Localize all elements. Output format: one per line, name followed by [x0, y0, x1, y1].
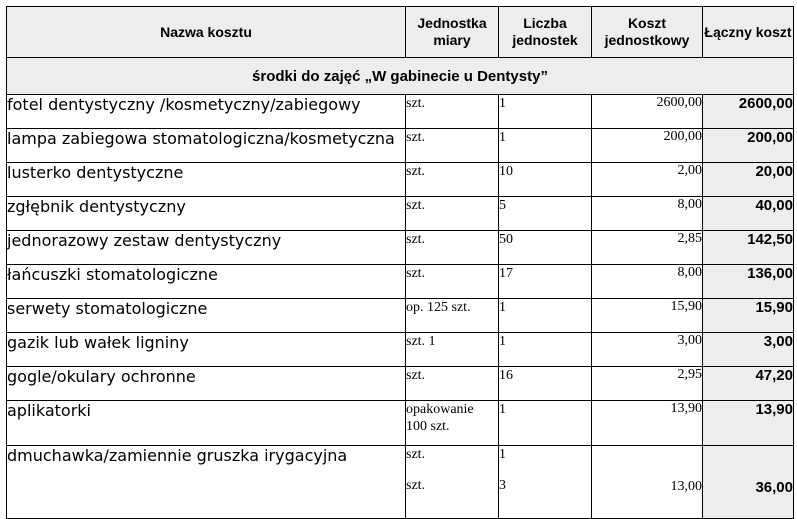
table-row: [7, 231, 794, 265]
unit-price-cell: 2,00: [592, 163, 703, 197]
header-price: Koszt jednostkowy: [592, 7, 703, 58]
cost-name: fotel dentystyczny /kosmetyczny/zabiegowy: [7, 95, 406, 129]
qty-cell: 1: [499, 299, 592, 333]
unit-cell: szt.: [406, 265, 499, 299]
table-row: [7, 299, 794, 333]
section-title: środki do zajęć „W gabinecie u Dentysty”: [7, 58, 794, 95]
unit-price-cell: 2600,00: [592, 95, 703, 129]
total-cost-cell: 142,50: [703, 231, 794, 265]
cost-name: zgłębnik dentystyczny: [7, 197, 406, 231]
table-row: [7, 95, 794, 129]
cost-name: łańcuszki stomatologiczne: [7, 265, 406, 299]
cost-name: jednorazowy zestaw dentystyczny: [7, 231, 406, 265]
unit-price-cell: 8,00: [592, 197, 703, 231]
cost-name: serwety stomatologiczne: [7, 299, 406, 333]
unit-price-cell: 2,85: [592, 231, 703, 265]
table-row: [7, 129, 794, 163]
unit-cell: szt.: [406, 95, 499, 129]
section-row: [7, 58, 794, 95]
unit-value: szt.: [406, 478, 426, 493]
header-qty: Liczba jednostek: [499, 7, 592, 58]
table-row: [7, 367, 794, 401]
qty-cell: 1: [499, 95, 592, 129]
unit-cell: szt.: [406, 231, 499, 265]
unit-price-cell: 15,90: [592, 299, 703, 333]
unit-cell: szt.: [406, 129, 499, 163]
total-cost-cell: 20,00: [703, 163, 794, 197]
total-cost-cell: 15,90: [703, 299, 794, 333]
table-row: [7, 163, 794, 197]
qty-cell: 50: [499, 231, 592, 265]
header-total: Łączny koszt: [703, 7, 794, 58]
total-cost-cell: 136,00: [703, 265, 794, 299]
header-name: Nazwa kosztu: [7, 7, 406, 58]
unit-cell: opakowanie 100 szt.: [406, 401, 499, 446]
cost-name: gazik lub wałek ligniny: [7, 333, 406, 367]
header-unit: Jednostka miary: [406, 7, 499, 58]
table-row: [7, 333, 794, 367]
unit-cell: szt.: [406, 197, 499, 231]
qty-value: 3: [499, 478, 506, 493]
qty-cell: [499, 446, 592, 519]
unit-cell: szt.: [406, 163, 499, 197]
table-row: [7, 197, 794, 231]
unit-price-cell: 200,00: [592, 129, 703, 163]
unit-cell: op. 125 szt.: [406, 299, 499, 333]
cost-name: aplikatorki: [7, 401, 406, 446]
qty-cell: 1: [499, 129, 592, 163]
qty-cell: 10: [499, 163, 592, 197]
cost-name: gogle/okulary ochronne: [7, 367, 406, 401]
unit-price-cell: 13,00: [592, 446, 703, 519]
total-cost-cell: 2600,00: [703, 95, 794, 129]
unit-cell: [406, 446, 499, 519]
table-row: [7, 401, 794, 446]
unit-price-cell: 8,00: [592, 265, 703, 299]
qty-cell: 5: [499, 197, 592, 231]
total-cost-cell: 47,20: [703, 367, 794, 401]
total-cost-cell: 200,00: [703, 129, 794, 163]
cost-name: dmuchawka/zamiennie gruszka irygacyjna: [7, 446, 406, 519]
qty-cell: 17: [499, 265, 592, 299]
qty-cell: 1: [499, 333, 592, 367]
qty-cell: 16: [499, 367, 592, 401]
header-row: [7, 7, 794, 58]
unit-price-cell: 13,90: [592, 401, 703, 446]
table-row: [7, 446, 794, 519]
unit-price-cell: 2,95: [592, 367, 703, 401]
total-cost-cell: 36,00: [703, 446, 794, 519]
total-cost-cell: 40,00: [703, 197, 794, 231]
qty-cell: 1: [499, 401, 592, 446]
cost-name: lampa zabiegowa stomatologiczna/kosmetyczna: [7, 129, 406, 163]
table-row: [7, 265, 794, 299]
unit-cell: szt.: [406, 367, 499, 401]
unit-price-cell: 3,00: [592, 333, 703, 367]
total-cost-cell: 13,90: [703, 401, 794, 446]
cost-table: [6, 6, 794, 519]
unit-value: szt.: [406, 447, 426, 462]
qty-value: 1: [499, 447, 506, 462]
cost-name: lusterko dentystyczne: [7, 163, 406, 197]
total-cost-cell: 3,00: [703, 333, 794, 367]
unit-cell: szt. 1: [406, 333, 499, 367]
